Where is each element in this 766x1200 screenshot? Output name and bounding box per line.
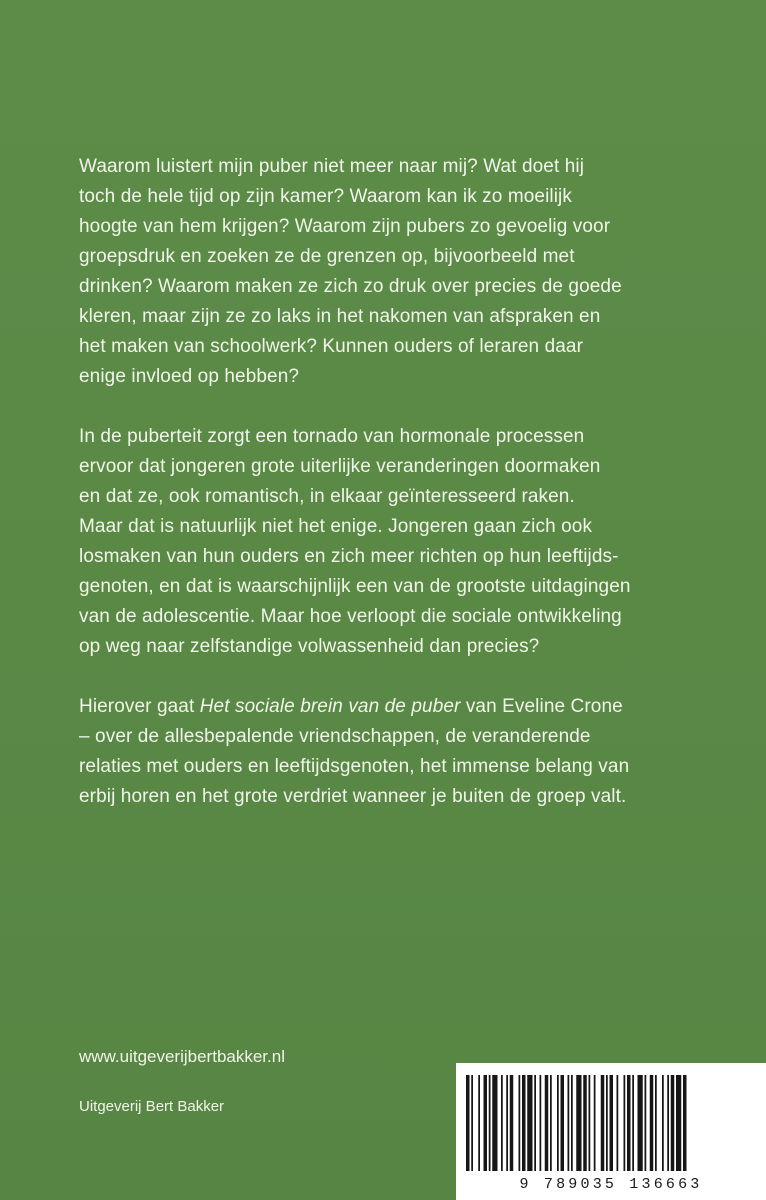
- barcode-bar: [617, 1075, 619, 1171]
- barcode-bar: [534, 1075, 536, 1171]
- blurb-line: groepsdruk en zoeken ze de grenzen op, bijvoorbeeld met: [79, 246, 575, 267]
- blurb-paragraph-1: [79, 152, 719, 392]
- barcode-bar: [589, 1075, 591, 1171]
- barcode-bar: [466, 1075, 470, 1171]
- barcode-bar: [645, 1075, 647, 1171]
- barcode-bar: [550, 1075, 552, 1171]
- barcode-bar: [571, 1075, 573, 1171]
- barcode-bar: [662, 1075, 664, 1171]
- barcode-bar: [519, 1075, 521, 1171]
- barcode-bar: [594, 1075, 596, 1171]
- blurb-line: genoten, en dat is waarschijnlijk een van de grootste uitdagingen: [79, 576, 631, 597]
- barcode-bar: [583, 1075, 587, 1171]
- barcode-bar: [601, 1075, 605, 1171]
- blurb-line: In de puberteit zorgt een tornado van hormonale processen: [79, 426, 585, 447]
- author-credit: van Eveline Crone: [460, 696, 623, 717]
- barcode-bar: [510, 1075, 514, 1171]
- blurb-line: Maar dat is natuurlijk niet het enige. Jongeren gaan zich ook: [79, 516, 593, 537]
- blurb-line: kleren, maar zijn ze zo laks in het nakomen van afspraken en: [79, 306, 601, 327]
- isbn-number: 9 789035 136663: [519, 1176, 703, 1193]
- blurb-text: [79, 152, 719, 842]
- blurb-line: losmaken van hun ouders en zich meer richten op hun leeftijds-: [79, 546, 619, 567]
- barcode-bar: [471, 1075, 473, 1171]
- blurb-line: enige invloed op hebben?: [79, 366, 300, 387]
- barcode-bar: [671, 1075, 675, 1171]
- blurb-line: op weg naar zelfstandige volwassenheid dan precies?: [79, 636, 540, 657]
- publisher-website: www.uitgeverijbertbakker.nl: [79, 1047, 285, 1066]
- blurb-line: – over de allesbepalende vriendschappen, de veranderende: [79, 726, 591, 747]
- blurb-paragraph-3: [79, 692, 719, 812]
- blurb-line: en dat ze, ook romantisch, in elkaar geïnteresseerd raken.: [79, 486, 575, 507]
- blurb-line: van de adolescentie. Maar hoe verloopt die sociale ontwikkeling: [79, 606, 622, 627]
- barcode-bar: [478, 1075, 480, 1171]
- barcode-bar: [624, 1075, 626, 1171]
- barcode-bar: [501, 1075, 503, 1171]
- publisher-name: Uitgeverij Bert Bakker: [79, 1098, 225, 1115]
- blurb-line: relaties met ouders en leeftijdsgenoten, het immense belang van: [79, 756, 630, 777]
- barcode-bar: [627, 1075, 631, 1171]
- blurb-line: drinken? Waarom maken ze zich zo druk over precies de goede: [79, 276, 622, 297]
- barcode-bar: [610, 1075, 614, 1171]
- barcode-bar: [576, 1075, 581, 1171]
- blurb-line: erbij horen en het grote verdriet wanneer je buiten de groep valt.: [79, 786, 627, 807]
- barcode-bar: [667, 1075, 669, 1171]
- barcode-bar: [638, 1075, 643, 1171]
- barcode-bar: [492, 1075, 497, 1171]
- blurb-line: Waarom luistert mijn puber niet meer naar mij? Wat doet hij: [79, 156, 585, 177]
- barcode-bar: [540, 1075, 542, 1171]
- blurb-line: [79, 692, 719, 722]
- barcode-bar: [676, 1075, 681, 1171]
- barcode-bar: [506, 1075, 508, 1171]
- book-title: Het sociale brein van de puber: [199, 696, 461, 717]
- barcode-bar: [606, 1075, 608, 1171]
- barcode-bar: [557, 1075, 559, 1171]
- barcode-bar: [632, 1075, 634, 1171]
- blurb-intro: Hierover gaat: [79, 696, 200, 717]
- barcode-bar: [650, 1075, 654, 1171]
- blurb-line: toch de hele tijd op zijn kamer? Waarom kan ik zo moeilijk: [79, 186, 572, 207]
- barcode-bar: [545, 1075, 549, 1171]
- blurb-line: hoogte van hem krijgen? Waarom zijn pubers zo gevoelig voor: [79, 216, 611, 237]
- barcode-bar: [568, 1075, 570, 1171]
- barcode-bar: [527, 1075, 532, 1171]
- blurb-paragraph-2: [79, 422, 719, 662]
- barcode-bar: [561, 1075, 565, 1171]
- barcode-bar: [489, 1075, 491, 1171]
- blurb-line: ervoor dat jongeren grote uiterlijke veranderingen doormaken: [79, 456, 601, 477]
- barcode-bar: [683, 1075, 687, 1171]
- barcode-bar: [484, 1075, 488, 1171]
- isbn-barcode: [456, 1063, 766, 1200]
- blurb-line: het maken van schoolwerk? Kunnen ouders of leraren daar: [79, 336, 584, 357]
- barcode-bar: [655, 1075, 657, 1171]
- barcode-bar: [522, 1075, 526, 1171]
